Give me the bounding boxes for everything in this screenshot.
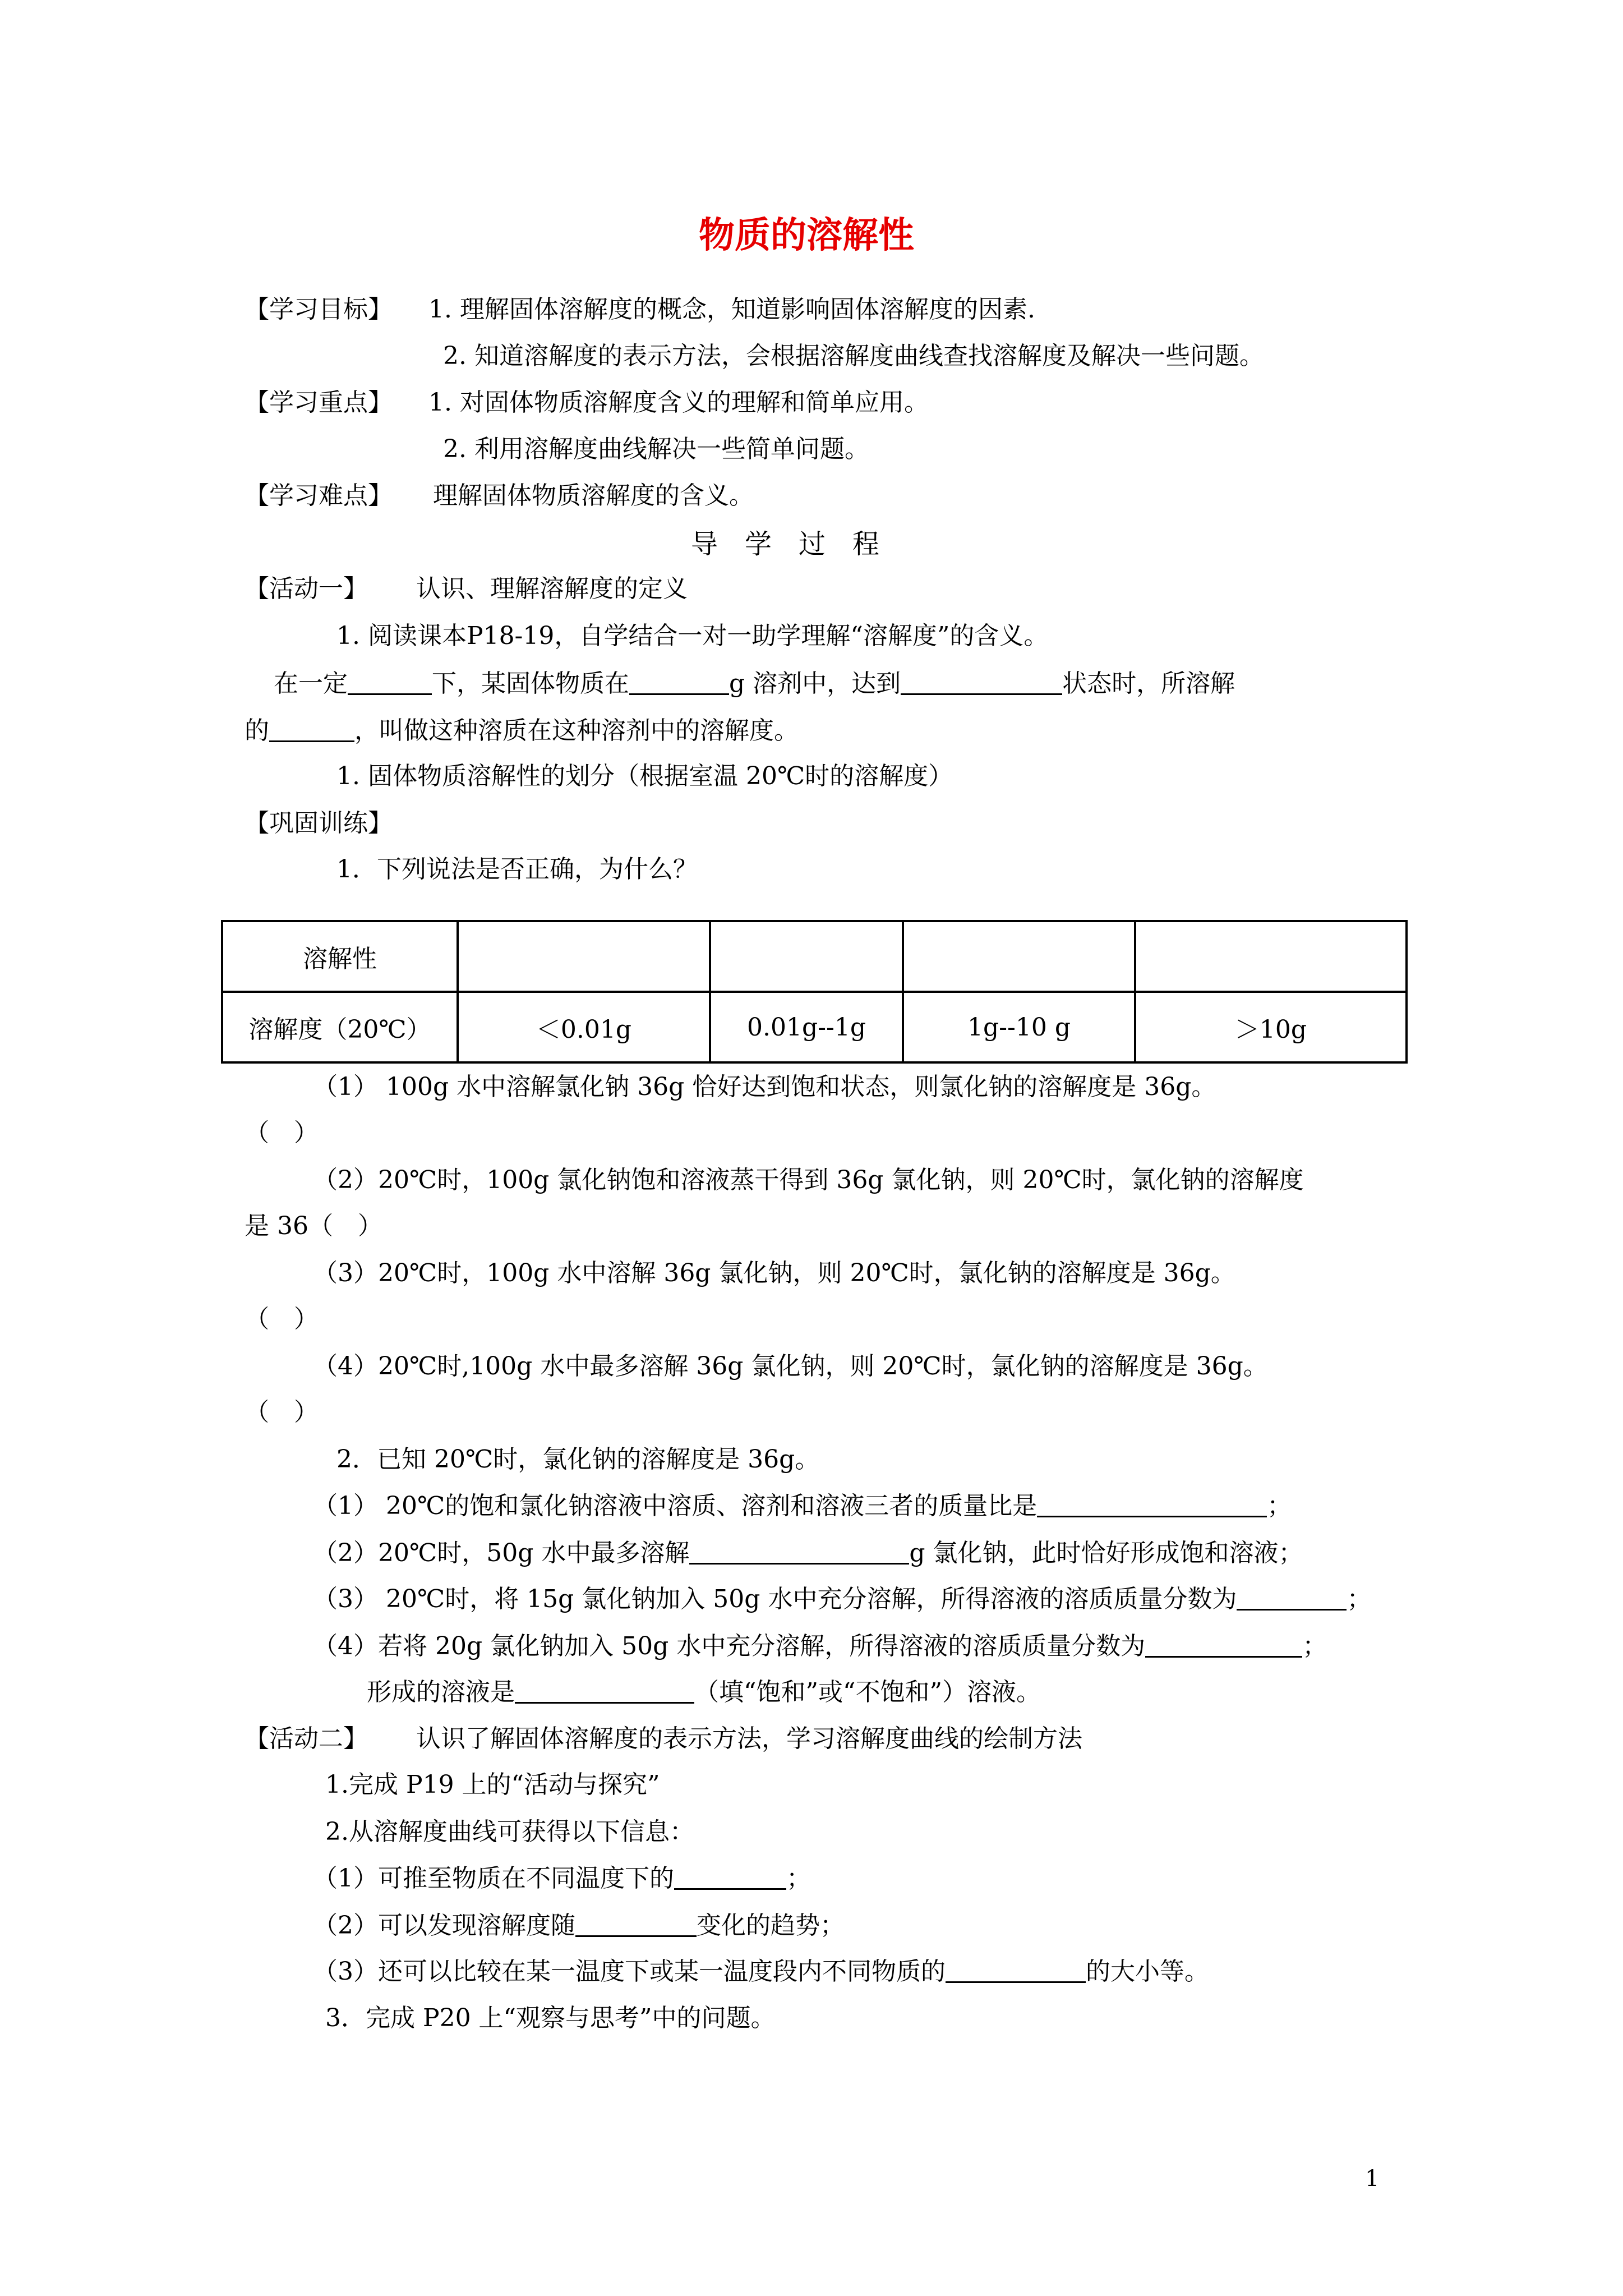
activity2-label: 【活动二】 bbox=[245, 1724, 368, 1753]
statement-2-cont: 是 36（ ） bbox=[245, 1212, 382, 1240]
question-text: g 氯化钠，此时恰好形成饱和溶液； bbox=[909, 1539, 1303, 1567]
statement-3-paren[interactable]: （ ） bbox=[245, 1305, 319, 1333]
punctuation: ； bbox=[1267, 1492, 1292, 1520]
blank-saturation[interactable] bbox=[515, 1680, 694, 1704]
page-title: 物质的溶解性 bbox=[699, 214, 914, 256]
question-2c bbox=[313, 1586, 1371, 1612]
statement-4-paren[interactable]: （ ） bbox=[245, 1398, 319, 1427]
info-item-2 bbox=[313, 1913, 845, 1938]
key-points-label: 【学习重点】 bbox=[245, 388, 393, 417]
question-text: 形成的溶液是 bbox=[367, 1678, 515, 1706]
table-row bbox=[222, 992, 1407, 1062]
table-cell-blank[interactable] bbox=[710, 921, 903, 992]
info-item-3 bbox=[313, 1959, 1209, 1984]
definition-text: 在一定 bbox=[274, 669, 348, 698]
objective-item-1: 1. 理解固体溶解度的概念，知道影响固体溶解度的因素. bbox=[428, 295, 1035, 324]
definition-text: ，叫做这种溶质在这种溶剂中的溶解度。 bbox=[354, 716, 799, 745]
practice-label: 【巩固训练】 bbox=[245, 809, 393, 838]
question-text: （3） 20℃时，将 15g 氯化钠加入 50g 水中充分溶解，所得溶液的溶质质量分数为 bbox=[313, 1585, 1237, 1613]
statement-3: （3）20℃时，100g 水中溶解 36g 氯化钠，则 20℃时，氯化钠的溶解度是 36g。 bbox=[313, 1259, 1235, 1287]
blank-solvent-mass[interactable] bbox=[629, 671, 729, 695]
blank-mass-fraction-1[interactable] bbox=[1237, 1586, 1347, 1611]
blank-state[interactable] bbox=[901, 671, 1062, 695]
blank-max-dissolve[interactable] bbox=[689, 1540, 909, 1565]
punctuation: ； bbox=[1347, 1585, 1372, 1613]
activity2-item1: 1.完成 P19 上的“活动与探究” bbox=[325, 1770, 660, 1799]
definition-text: 的 bbox=[245, 716, 269, 745]
activity1-title: 认识、理解溶解度的定义 bbox=[416, 574, 688, 603]
definition-line-2 bbox=[245, 718, 799, 743]
punctuation: ； bbox=[1302, 1632, 1327, 1660]
activity2-title: 认识了解固体溶解度的表示方法，学习溶解度曲线的绘制方法 bbox=[416, 1724, 1082, 1753]
info-text: （1）可推至物质在不同温度下的 bbox=[313, 1864, 674, 1893]
question-text: （4）若将 20g 氯化钠加入 50g 水中充分溶解，所得溶液的溶质质量分数为 bbox=[313, 1632, 1146, 1660]
table-row bbox=[222, 921, 1407, 992]
blank-temperature[interactable] bbox=[575, 1913, 697, 1937]
activity1-item2: 1. 固体物质溶解性的划分（根据室温 20℃时的溶解度） bbox=[336, 762, 953, 790]
difficulty-label: 【学习难点】 bbox=[245, 481, 393, 510]
activity2-item3: 3．完成 P20 上“观察与思考”中的问题。 bbox=[325, 2004, 776, 2032]
definition-text: 下，某固体物质在 bbox=[432, 669, 629, 698]
question-2d bbox=[313, 1634, 1327, 1659]
statement-1: （1） 100g 水中溶解氯化钠 36g 恰好达到饱和状态，则氯化钠的溶解度是 36g。 bbox=[313, 1073, 1216, 1101]
blank-mass-ratio[interactable] bbox=[1037, 1493, 1267, 1517]
statement-4: （4）20℃时,100g 水中最多溶解 36g 氯化钠，则 20℃时，氯化钠的溶解度是 36g。 bbox=[313, 1352, 1268, 1381]
info-text: （3）还可以比较在某一温度下或某一温度段内不同物质的 bbox=[313, 1957, 946, 1986]
blank-mass-fraction-2[interactable] bbox=[1145, 1634, 1302, 1658]
info-text: 变化的趋势； bbox=[697, 1911, 845, 1940]
table-cell: ＞10g bbox=[1135, 992, 1407, 1062]
activity1-item1: 1. 阅读课本P18-19，自学结合一对一助学理解“溶解度”的含义。 bbox=[336, 622, 1049, 650]
question-2b bbox=[313, 1540, 1303, 1566]
punctuation: ； bbox=[786, 1864, 811, 1893]
page-number: 1 bbox=[1365, 2166, 1380, 2192]
table-cell-blank[interactable] bbox=[903, 921, 1135, 992]
activity1-label: 【活动一】 bbox=[245, 574, 368, 603]
practice-question-1: 1．下列说法是否正确，为什么？ bbox=[336, 855, 698, 884]
definition-line-1 bbox=[274, 671, 1235, 696]
blank-condition[interactable] bbox=[348, 671, 432, 695]
question-text: （填“饱和”或“不饱和”）溶液。 bbox=[694, 1678, 1041, 1706]
difficulty-text: 理解固体物质溶解度的含义。 bbox=[433, 481, 754, 510]
statement-1-paren[interactable]: （ ） bbox=[245, 1119, 319, 1147]
blank-solubility[interactable] bbox=[674, 1866, 786, 1890]
question-2e bbox=[367, 1680, 1041, 1705]
process-heading: 导 学 过 程 bbox=[691, 528, 880, 560]
question-text: （2）20℃时，50g 水中最多溶解 bbox=[313, 1539, 690, 1567]
table-cell: 0.01g--1g bbox=[710, 992, 903, 1062]
question-text: （1） 20℃的饱和氯化钠溶液中溶质、溶剂和溶液三者的质量比是 bbox=[313, 1492, 1038, 1520]
objectives-label: 【学习目标】 bbox=[245, 295, 393, 324]
definition-text: 状态时，所溶解 bbox=[1062, 669, 1235, 698]
question-2a bbox=[313, 1493, 1292, 1519]
table-cell: 1g--10 g bbox=[903, 992, 1135, 1062]
key-point-item-1: 1. 对固体物质溶解度含义的理解和简单应用。 bbox=[428, 388, 929, 417]
table-cell-blank[interactable] bbox=[458, 921, 710, 992]
blank-compare[interactable] bbox=[946, 1959, 1086, 1983]
table-cell-blank[interactable] bbox=[1135, 921, 1407, 992]
table-cell: ＜0.01g bbox=[458, 992, 710, 1062]
question-2-intro: 2．已知 20℃时，氯化钠的溶解度是 36g。 bbox=[336, 1445, 820, 1474]
key-point-item-2: 2. 利用溶解度曲线解决一些简单问题。 bbox=[443, 435, 869, 463]
definition-text: g 溶剂中，达到 bbox=[729, 669, 901, 698]
info-text: （2）可以发现溶解度随 bbox=[313, 1911, 575, 1940]
activity2-item2: 2.从溶解度曲线可获得以下信息： bbox=[325, 1818, 694, 1846]
statement-2: （2）20℃时，100g 氯化钠饱和溶液蒸干得到 36g 氯化钠，则 20℃时，氯化钠的溶解度 bbox=[313, 1166, 1304, 1194]
objective-item-2: 2. 知道溶解度的表示方法，会根据溶解度曲线查找溶解度及解决一些问题。 bbox=[443, 342, 1264, 370]
solubility-table bbox=[221, 920, 1408, 1064]
info-text: 的大小等。 bbox=[1086, 1957, 1209, 1986]
info-item-1 bbox=[313, 1866, 811, 1891]
table-header-solubility-value: 溶解度（20℃） bbox=[222, 992, 458, 1062]
blank-solute-mass[interactable] bbox=[269, 718, 354, 742]
table-header-solubility: 溶解性 bbox=[222, 921, 458, 992]
